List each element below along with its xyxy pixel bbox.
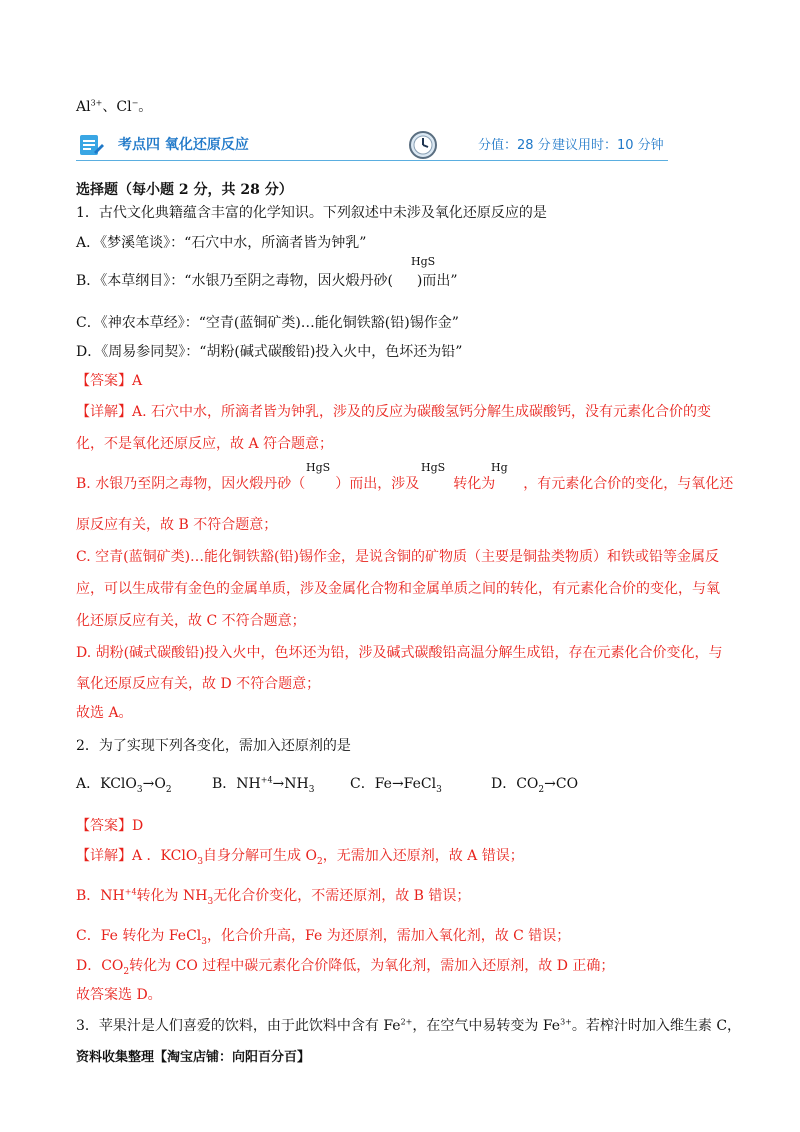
q2-stem: 2．为了实现下列各变化，需加入还原剂的是 [76, 738, 351, 754]
q1-detail-formula-hgs-1: HgS [306, 461, 331, 474]
q1-option-c: C．《神农本草经》：“空青(蓝铜矿类)…能化铜铁豁(铅)锡作金” [76, 315, 459, 331]
q2-detail-a-text1: 【详解】A ．KClO [76, 848, 198, 864]
q1-detail-b-line1 [76, 474, 733, 494]
q1-detail-c-line3: 化还原反应有关，故 C 不符合题意； [76, 613, 306, 629]
q2-detail-a-text3: ，无需加入还原剂，故 A 错误； [322, 848, 524, 864]
q2-conclusion: 故答案选 D。 [76, 987, 162, 1003]
q2-detail-d-text2: 转化为 CO 过程中碳元素化合价降低，为氧化剂，需加入还原剂，故 D 正确； [129, 958, 615, 974]
q2-option-b-charge: +4 [260, 775, 273, 785]
q2-option-a-sub: 3 [136, 784, 143, 795]
q2-detail-c-sub: 3 [201, 936, 208, 947]
q1-option-b-formula: HgS [411, 255, 436, 268]
q2-option-a-text: A．KClO [76, 776, 137, 792]
q2-option-b-sub: 3 [308, 784, 315, 795]
q3-stem-text2: ，在空气中易转变为 Fe [412, 1018, 561, 1034]
q1-detail-a-line2: 化，不是氧化还原反应，故 A 符合题意； [76, 436, 334, 452]
cl-ion: Cl [116, 99, 132, 115]
q1-detail-c-line1: C. 空青(蓝铜矿类)…能化铜铁豁(铅)锡作金，是说含铜的矿物质（主要是铜盐类物质）和铁或铅等金属反 [76, 549, 719, 565]
q3-stem-text3: 。若榨汁时加入维生素 C， [571, 1018, 742, 1034]
question-type-heading: 选择题（每小题 2 分，共 28 分） [76, 182, 293, 198]
q1-detail-d-line2: 氧化还原反应有关，故 D 不符合题意； [76, 676, 321, 692]
q2-option-b-arrow: →NH [272, 776, 309, 792]
q1-detail-b-text3: 转化为 [453, 476, 496, 492]
section-header [76, 130, 668, 162]
q2-option-a [76, 774, 172, 794]
q2-detail-a-text2: 自身分解可生成 O [203, 848, 317, 864]
q2-detail-d-text1: D．CO [76, 958, 124, 974]
q1-detail-b-line2: 原反应有关，故 B 不符合题意； [76, 517, 278, 533]
section-title: 考点四 氧化还原反应 [118, 137, 249, 153]
q1-option-a: A．《梦溪笔谈》：“石穴中水，所滴者皆为钟乳” [76, 235, 367, 251]
q1-conclusion: 故选 A。 [76, 705, 133, 721]
q2-detail-d-sub: 2 [123, 966, 130, 977]
q1-detail-d-line1: D. 胡粉(碱式碳酸铅)投入火中，色坏还为铅，涉及碱式碳酸铅高温分解生成铅，存在元素化合价变化，与 [76, 645, 723, 661]
q1-answer: 【答案】A [76, 373, 143, 389]
top-ions-line [76, 97, 152, 117]
q1-detail-b-text2: ）而出，涉及 [335, 476, 420, 492]
notepad-icon [78, 132, 104, 158]
q1-detail-formula-hg: Hg [491, 461, 508, 474]
q2-option-b [212, 774, 314, 794]
q2-detail-c-text2: ，化合价升高，Fe 为还原剂，需加入氧化剂，故 C 错误； [207, 928, 571, 944]
clock-icon [408, 130, 438, 160]
q1-detail-b-text1: B. 水银乃至阴之毒物，因火煅丹砂（ [76, 476, 306, 492]
q1-option-d: D．《周易参同契》：“胡粉(碱式碳酸铅)投入火中，色坏还为铅” [76, 344, 463, 360]
al-charge: 3+ [90, 98, 103, 108]
score-label: 分值：28 分 [478, 138, 551, 153]
q2-detail-b-sub: 3 [207, 896, 214, 907]
q1-option-b-end: )而出” [416, 273, 458, 289]
footer-source: 资料收集整理【淘宝店铺：向阳百分百】 [76, 1050, 311, 1065]
q2-detail-b [76, 886, 470, 906]
time-label: 建议用时：10 分钟 [552, 138, 664, 153]
q2-detail-a-sub2: 2 [316, 856, 323, 867]
cl-charge: − [131, 98, 139, 108]
q1-option-b [76, 271, 458, 291]
q2-answer: 【答案】D [76, 818, 144, 834]
header-underline [76, 160, 668, 161]
q2-option-c-sub: 3 [436, 784, 442, 795]
q1-detail-formula-hgs-2: HgS [421, 461, 446, 474]
q2-detail-b-text2: 转化为 NH [136, 888, 208, 904]
q2-detail-d [76, 956, 614, 976]
q3-fe3-charge: 3+ [560, 1017, 572, 1027]
q2-detail-b-charge: +4 [124, 887, 137, 897]
q2-option-c-text: C．Fe→FeCl [350, 776, 437, 792]
q2-detail-a [76, 846, 524, 866]
q2-detail-c-text1: C．Fe 转化为 FeCl [76, 928, 202, 944]
q2-detail-b-text1: B．NH [76, 888, 125, 904]
q2-option-c [350, 774, 442, 794]
al-ion: Al [76, 99, 91, 115]
q2-detail-b-text3: 无化合价变化，不需还原剂，故 B 错误； [213, 888, 471, 904]
q1-stem: 1．古代文化典籍蕴含丰富的化学知识。下列叙述中未涉及氧化还原反应的是 [76, 205, 547, 221]
q1-detail-b-text4: ，有元素化合价的变化，与氧化还 [523, 476, 734, 492]
q2-option-a-sub2: 2 [165, 784, 172, 795]
q2-option-d-sub: 2 [538, 784, 545, 795]
period: 。 [138, 99, 153, 115]
q1-option-b-text: B．《本草纲目》：“水银乃至阴之毒物，因火煅丹砂( [76, 273, 393, 289]
q2-option-d [491, 774, 578, 794]
q3-stem-text1: 3．苹果汁是人们喜爱的饮料，由于此饮料中含有 Fe [76, 1018, 401, 1034]
q2-option-a-arrow: →O [142, 776, 166, 792]
q2-option-b-text: B．NH [212, 776, 261, 792]
separator: 、 [102, 99, 117, 115]
q1-detail-c-line2: 应，可以生成带有金色的金属单质，涉及金属化合物和金属单质之间的转化，有元素化合价的变化，与氧 [76, 581, 720, 597]
q2-option-d-arrow: →CO [544, 776, 579, 792]
q3-fe2-charge: 2+ [400, 1017, 413, 1027]
q2-detail-c [76, 926, 570, 946]
q2-option-d-text: D．CO [491, 776, 539, 792]
q2-detail-a-sub: 3 [197, 856, 204, 867]
q1-detail-a-line1: 【详解】A. 石穴中水，所滴者皆为钟乳，涉及的反应为碳酸氢钙分解生成碳酸钙，没有元素化合价的变 [76, 404, 712, 420]
q3-stem [76, 1016, 741, 1036]
